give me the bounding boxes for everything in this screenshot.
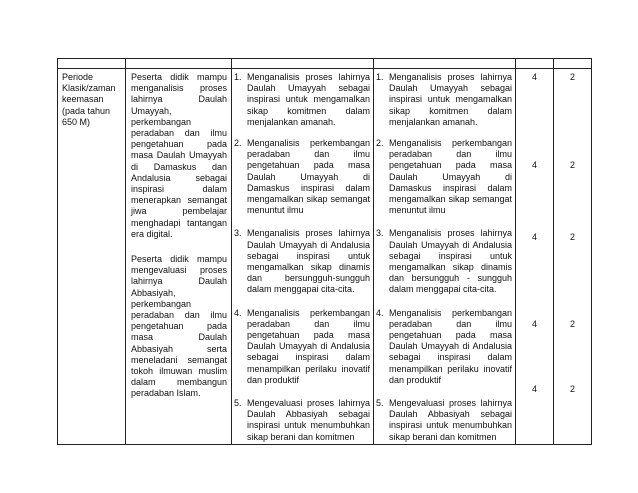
- score-value: 2: [569, 160, 575, 170]
- item-number: 5.: [376, 398, 384, 409]
- periode-text: Periode Klasik/zaman keemasan (pada tahun 650 M): [62, 72, 116, 127]
- score-value: 4: [531, 72, 537, 82]
- list-item: [232, 308, 373, 386]
- list-item: [374, 228, 515, 295]
- item-number: 4.: [376, 307, 384, 318]
- item-text: Menganalisis proses lahirnya Daulah Umayyah sebagai inspirasi untuk mengamalkan sikap komitmen dalam menjalankan amanah.: [389, 72, 512, 127]
- item-text: Menganalisis proses lahirnya Daulah Umayyah di Andalusia sebagai inspirasi untuk mengamalkan sikap dinamis dan bersungguh-sungguh dalam menggapai cita-cita.: [247, 228, 370, 295]
- list-item: [374, 398, 515, 443]
- score-value: 2: [569, 384, 575, 394]
- kompetensi-cell: [126, 69, 232, 445]
- table-row: [58, 69, 592, 445]
- kompetensi-paragraph: Peserta didik mampu menganalisis proses lahirnya Daulah Umayyah, perkembangan peradaban dan ilmu pengetahuan pada masa Daulah Umayyah di Damaskus dan Andalusia sebagai inspirasi dalam menerapkan semangat jiwa pembelajar menghadapi tantangan era digital.: [131, 72, 227, 239]
- score-cell-b: [554, 69, 592, 445]
- header-cell: [126, 59, 232, 69]
- item-number: 5.: [234, 398, 242, 409]
- list-item: [232, 228, 373, 295]
- kompetensi-paragraph: Peserta didik mampu mengevaluasi proses lahirnya Daulah Abbasiyah, perkembangan peradaban dan ilmu pengetahuan pada masa Daulah Abbasiyah serta meneladani semangat tokoh ilmuwan muslim dalam membangun peradaban Islam.: [131, 254, 227, 399]
- header-cell: [516, 59, 554, 69]
- header-cell: [232, 59, 374, 69]
- header-cell: [554, 59, 592, 69]
- list-item: [374, 308, 515, 386]
- score-value: 4: [531, 160, 537, 170]
- list-item: [374, 138, 515, 216]
- item-number: 4.: [234, 307, 242, 318]
- item-number: 2.: [376, 138, 384, 149]
- indikator-cell-b: [374, 69, 516, 445]
- item-number: 3.: [234, 228, 242, 239]
- item-text: Menganalisis perkembangan peradaban dan ilmu pengetahuan pada masa Daulah Umayyah di Andalusia sebagai inspirasi dalam menampilkan perilaku inovatif dan produktif: [389, 307, 512, 385]
- list-item: [232, 72, 373, 128]
- item-text: Menganalisis perkembangan peradaban dan ilmu pengetahuan pada masa Daulah Umayyah di Damaskus inspirasi dalam mengamalkan sikap semangat menuntut ilmu: [389, 138, 512, 216]
- header-cell: [374, 59, 516, 69]
- score-value: 4: [531, 384, 537, 394]
- score-value: 2: [569, 319, 575, 329]
- item-number: 3.: [376, 228, 384, 239]
- item-text: Menganalisis perkembangan peradaban dan ilmu pengetahuan pada masa Daulah Umayyah di Damaskus inspirasi dalam mengamalkan sikap semangat menuntut ilmu: [247, 138, 370, 216]
- score-value: 2: [569, 72, 575, 82]
- item-text: Menganalisis proses lahirnya Daulah Umayyah sebagai inspirasi untuk mengamalkan sikap komitmen dalam menjalankan amanah.: [247, 72, 370, 127]
- header-cell: [58, 59, 126, 69]
- score-value: 4: [531, 232, 537, 242]
- item-number: 1.: [234, 72, 242, 82]
- list-item: [232, 138, 373, 216]
- score-value: 2: [569, 232, 575, 242]
- item-number: 1.: [376, 72, 384, 82]
- learning-outcomes-table: [57, 58, 592, 445]
- item-text: Menganalisis perkembangan peradaban dan ilmu pengetahuan pada masa Daulah Umayyah di Andalusia sebagai inspirasi dalam menampilkan perilaku inovatif dan produktif: [247, 307, 370, 385]
- item-text: Mengevaluasi proses lahirnya Daulah Abbasiyah sebagai inspirasi untuk menumbuhkan sikap berani dan komitmen: [389, 398, 512, 442]
- item-number: 2.: [234, 138, 242, 149]
- list-item: [232, 398, 373, 443]
- list-item: [374, 72, 515, 128]
- periode-cell: [58, 69, 126, 445]
- item-text: Mengevaluasi proses lahirnya Daulah Abbasiyah sebagai inspirasi untuk menumbuhkan sikap berani dan komitmen: [247, 398, 370, 442]
- table-header-row: [58, 59, 592, 69]
- score-value: 4: [531, 319, 537, 329]
- score-cell-a: [516, 69, 554, 445]
- indikator-cell-a: [232, 69, 374, 445]
- item-text: Menganalisis proses lahirnya Daulah Umayyah di Andalusia sebagai inspirasi untuk mengamalkan sikap dinamis dan bersungguh - sungguh dalam menggapai cita-cita.: [389, 228, 512, 295]
